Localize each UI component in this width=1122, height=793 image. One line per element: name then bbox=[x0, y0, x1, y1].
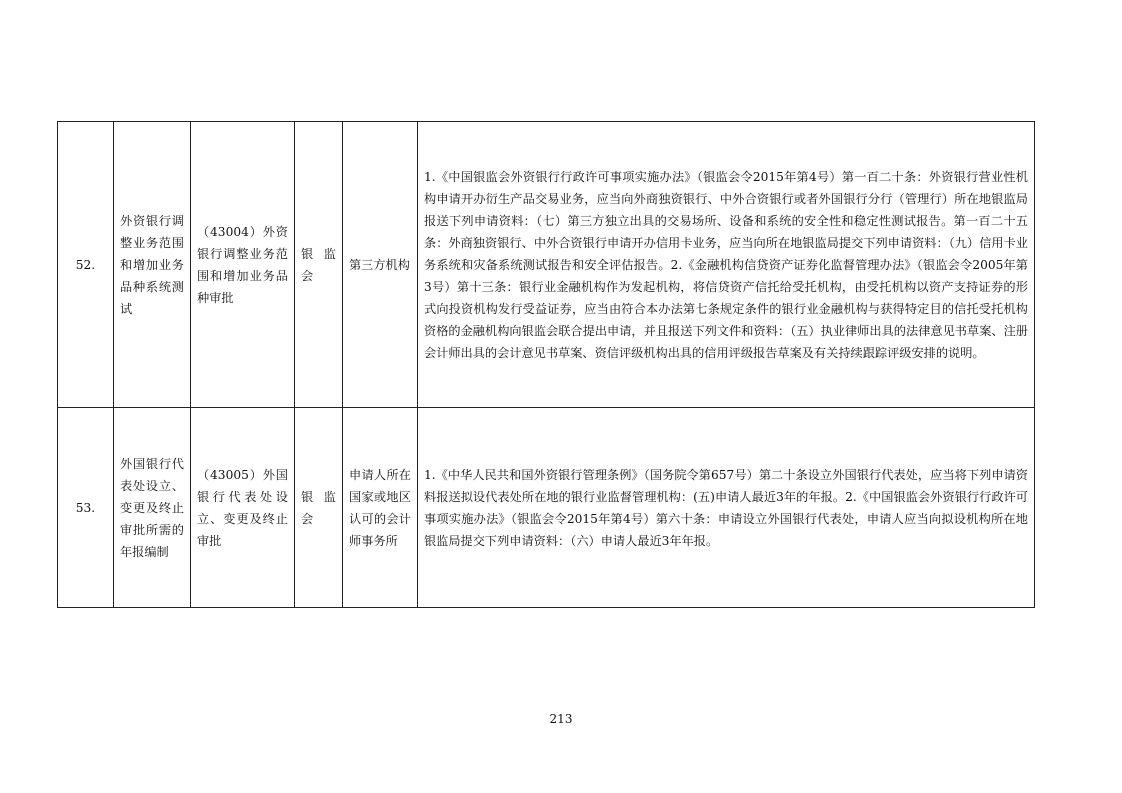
row-number: 52. bbox=[58, 122, 114, 408]
legal-basis: 1.《中国银监会外资银行行政许可事项实施办法》（银监会令2015年第4号）第一百二十条：外资银行营业性机构申请开办衍生产品交易业务，应当向外商独资银行、中外合资银行或者外国银行分行（管理行）所在地银监局报送下列申请资料：（七）第三方独立出具的交易场所、设备和系统的安全性和稳定性测试报告。第一百二十五条：外商独资银行、中外合资银行申请开办信用卡业务，应当向所在地银监局提交下列申请资料：（九）信用卡业务系统和灾备系统测试报告和安全评估报告。2.《金融机构信贷资产证券化监督管理办法》（银监会令2005年第3号）第十三条：银行业金融机构作为发起机构，将信贷资产信托给受托机构，由受托机构以资产支持证券的形式向投资机构发行受益证券，应当由符合本办法第七条规定条件的银行业金融机构与获得特定目的信托受托机构资格的金融机构向银监会联合提出申请，并且报送下列文件和资料：（五）执业律师出具的法律意见书草案、注册会计师出具的会计意见书草案、资信评级机构出具的信用评级报告草案及有关持续跟踪评级安排的说明。 bbox=[418, 122, 1035, 408]
item-name: 外国银行代表处设立、变更及终止审批所需的年报编制 bbox=[114, 408, 191, 608]
table-row bbox=[58, 408, 1035, 608]
item-name: 外资银行调整业务范围和增加业务品种系统测试 bbox=[114, 122, 191, 408]
approval-item: （43005）外国银行代表处设立、变更及终止审批 bbox=[191, 408, 295, 608]
approval-item: （43004）外资银行调整业务范围和增加业务品种审批 bbox=[191, 122, 295, 408]
row-number: 53. bbox=[58, 408, 114, 608]
department: 银监会 bbox=[295, 408, 343, 608]
legal-basis: 1.《中华人民共和国外资银行管理条例》（国务院令第657号）第二十条设立外国银行代表处，应当将下列申请资料报送拟设代表处所在地的银行业监督管理机构：(五)申请人最近3年的年报。2.《中国银监会外资银行行政许可事项实施办法》（银监会令2015年第4号）第六十条：申请设立外国银行代表处，申请人应当向拟设机构所在地银监局提交下列申请资料：（六）申请人最近3年年报。 bbox=[418, 408, 1035, 608]
table-row bbox=[58, 122, 1035, 408]
service-provider: 申请人所在国家或地区认可的会计师事务所 bbox=[343, 408, 418, 608]
department: 银监会 bbox=[295, 122, 343, 408]
document-table bbox=[57, 121, 1035, 608]
page-number: 213 bbox=[549, 712, 573, 726]
service-provider: 第三方机构 bbox=[343, 122, 418, 408]
